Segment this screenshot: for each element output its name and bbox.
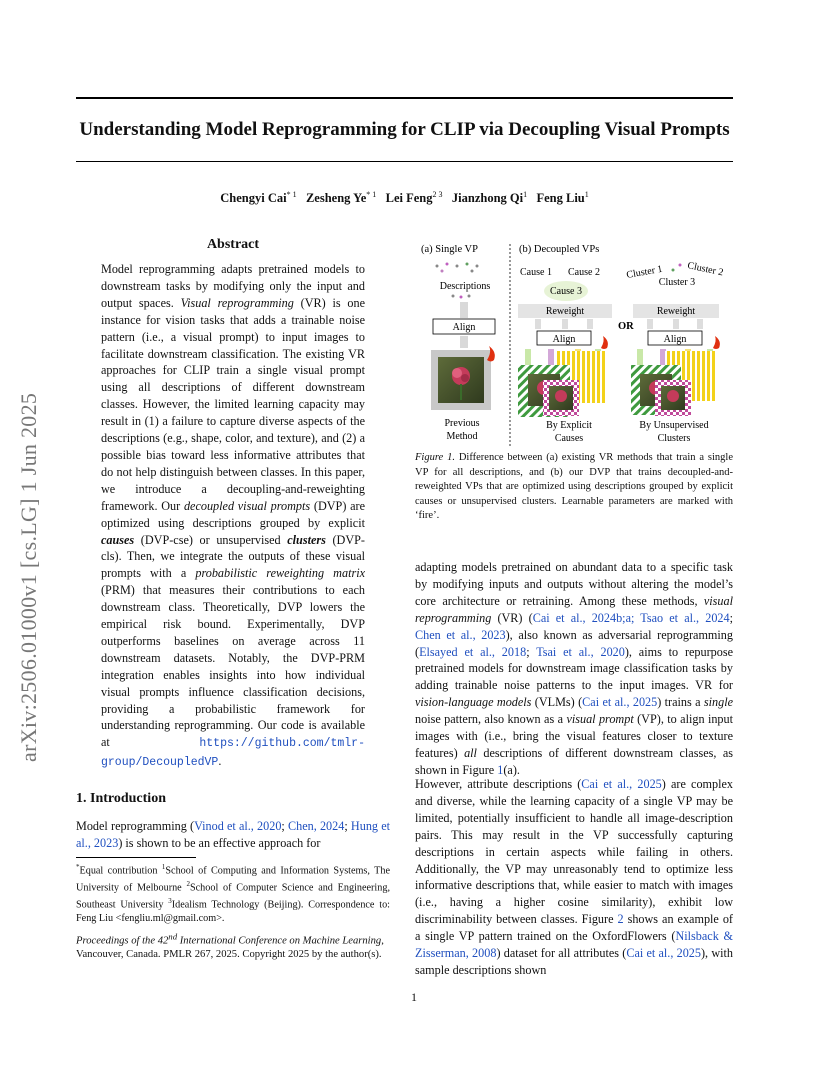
fig-explicit-2: Causes: [554, 433, 584, 444]
abstract-heading: Abstract: [206, 237, 260, 252]
fig-label-a: (a) Single VP: [421, 244, 478, 255]
section-heading: 1. Introduction: [76, 791, 166, 806]
title-rule: [76, 161, 733, 162]
author-affil: * 1: [366, 190, 377, 199]
author-name: Chengyi Cai: [220, 191, 287, 206]
fig-label-b: (b) Decoupled VPs: [519, 244, 600, 255]
figure-ref-link[interactable]: 2: [617, 912, 624, 927]
fig-panel-clusters: [626, 260, 725, 444]
fig-unsup-2: Clusters: [657, 433, 691, 444]
citation-link[interactable]: Cai et al., 2025: [581, 777, 662, 791]
citation-link[interactable]: Hung et al., 2023: [76, 819, 390, 850]
fig-panel-causes: [518, 267, 612, 444]
fig-explicit-1: By Explicit: [546, 420, 592, 431]
fig-cause-2: Cause 2: [568, 267, 600, 278]
citation-link[interactable]: Chen et al., 2023: [415, 627, 506, 642]
citation-link[interactable]: Cai et al., 2025: [582, 695, 658, 710]
footnote: *Equal contribution $^1$School of Computing and Information Systems, The University of Melbourne $^2$School of Computer Science and Engineering, Southeast University $^3$Idealism Technology (Beijing). Correspondence to: Feng Liu <fengliu.ml@gmail.com>.: [76, 863, 391, 924]
intro-text-right-1: adapting models pretrained on abundant data to a specific task by modifying inputs and outputs without altering the model’s core architecture or retraining. Among these methods, visual reprogramming (VR) (Cai et al., 2024b;a; Tsao et al., 2024; Chen et al., 2023), also known as adversarial reprogramming (Elsayed et al., 2018; Tsai et al., 2020), aims to repurpose pretrained models for downstream image classification tasks by adding trainable noise patterns to the input images. VR for vision-language models (VLMs) (Cai et al., 2025) trains a single noise pattern, also known as a visual prompt (VP), to align input images with (i.e., bring the visual features closer to texture features) all descriptions of different downstream classes, as shown in Figure 1(a).: [415, 560, 733, 777]
intro-text: Model reprogramming (Vinod et al., 2020; Chen, 2024; Hung et al., 2023) is shown to be an effective approach for: [76, 819, 390, 850]
fig-prev-1: Previous: [444, 418, 480, 429]
author-name: Lei Feng: [385, 191, 433, 206]
fig-prev-2: Method: [446, 431, 478, 442]
fig-cause-1: Cause 1: [520, 267, 552, 278]
abstract-text: Model reprogramming adapts pretrained models to downstream tasks by modifying only the input and output spaces. Visual reprogramming (VR) is one instance for vision tasks that adds a trainable noise pattern (i.e., a visual prompt) to input images to facilitate downstream classification. The existing VR approaches for CLIP train a single visual prompt using all descriptions of different downstream classes. However, the limited learning capacity may result in (1) a failure to capture diverse aspects of the descriptions (e.g., shape, color, and texture), and (2) a possible bias toward less informative attributes that do not help distinguish between classes. In this paper, we introduce a decoupling-and-reweighting framework. Our decoupled visual prompts (DVP) are optimized using descriptions grouped by explicit causes (DVP-cse) or unsupervised clusters (DVP-cls). Then, we integrate the outputs of these visual prompts with a probabilistic reweighting matrix (PRM) that measures their contributions to each downstream class. Theoretically, DVP lowers the empirical risk bound. Experimentally, DVP outperforms baselines on average across 11 downstream datasets. Notably, the DVP-PRM integration enables insights into how individual visual prompts influence classification decisions, providing a probabilistic framework for understanding reprogramming. Our code is available at https://github.com/tmlr-group/DecoupledVP.: [101, 262, 366, 770]
author-affil: 2 3: [432, 190, 443, 199]
intro-text-right-2: However, attribute descriptions (Cai et al., 2025) are complex and diverse, while the learning capacity of a single VP may be limited, potentially insufficient to handle all image-description pairs. This may result in the VP successfully capturing descriptions in certain aspects while failing in others. Additionally, the VP may unreasonably tend to optimize less informative descriptions that, while easier to match with images (i.e., having a higher cosine similarity), exhibit low discriminability between classes. Figure 2 shows an example of a single VP pattern trained on the OxfordFlowers (Nilsback & Zisserman, 2008) dataset for all attributes (Cai et al., 2025), with sample descriptions shown: [415, 777, 734, 977]
fig-cause-3: Cause 3: [550, 286, 582, 297]
figure-caption: Figure 1. Difference between (a) existing VR methods that train a single VP for all descriptions, and (b) our DVP that trains decoupled-and-reweighted VPs that are optimized using descriptions grouped by explicit causes or unsupervised clusters. Learnable parameters are marked with ‘fire’.: [415, 452, 733, 522]
citation-link[interactable]: Cai et al., 2024b;a; Tsao et al., 2024: [532, 610, 730, 625]
citation-link[interactable]: Cai et al., 2025: [626, 946, 701, 961]
fig-cluster-1: Cluster 1: [625, 263, 664, 281]
fig-align-clusters: Align: [663, 334, 687, 345]
citation-link[interactable]: Vinod et al., 2020: [194, 819, 282, 833]
code-link[interactable]: https://github.com/tmlr-group/DecoupledVP: [101, 737, 365, 770]
footnote-rule: [76, 857, 196, 858]
figure-1: [415, 238, 733, 448]
author-affil: 1: [523, 190, 528, 199]
fig-reweight-clusters: Reweight: [656, 306, 696, 317]
page-number: 1: [411, 990, 417, 1004]
author-name: Jianzhong Qi: [451, 191, 524, 206]
author-name: Zesheng Ye: [305, 191, 367, 206]
author-name: Feng Liu: [536, 191, 585, 206]
citation-link[interactable]: Tsai et al., 2020: [536, 644, 625, 659]
fig-align-a: Align: [452, 322, 476, 333]
fig-panel-a: [431, 263, 495, 443]
fig-or: OR: [618, 321, 634, 332]
fig-cluster-3: Cluster 3: [658, 277, 696, 288]
fig-descriptions: Descriptions: [439, 281, 491, 292]
paper-title: Understanding Model Reprogramming for CLIP via Decoupling Visual Prompts: [79, 119, 730, 140]
author-list: [76, 190, 733, 206]
fig-reweight-causes: Reweight: [545, 306, 585, 317]
figure-ref-link[interactable]: 1: [497, 762, 504, 777]
arxiv-stamp: arXiv:2506.01000v1 [cs.LG] 1 Jun 2025: [16, 392, 41, 762]
fig-cluster-2: Cluster 2: [686, 260, 725, 279]
citation-link[interactable]: Nilsback & Zisserman, 2008: [415, 929, 733, 961]
fig-unsup-1: By Unsupervised: [639, 420, 709, 431]
author-affil: 1: [584, 190, 589, 199]
citation-link[interactable]: Elsayed et al., 2018: [419, 644, 527, 659]
author-affil: * 1: [286, 190, 297, 199]
top-rule: [76, 97, 733, 99]
citation-link[interactable]: Chen, 2024: [288, 819, 345, 833]
fig-align-causes: Align: [552, 334, 576, 345]
proceedings-note: Proceedings of the 42nd International Conference on Machine Learning, Vancouver, Canada. PMLR 267, 2025. Copyright 2025 by the author(s).: [76, 931, 384, 961]
